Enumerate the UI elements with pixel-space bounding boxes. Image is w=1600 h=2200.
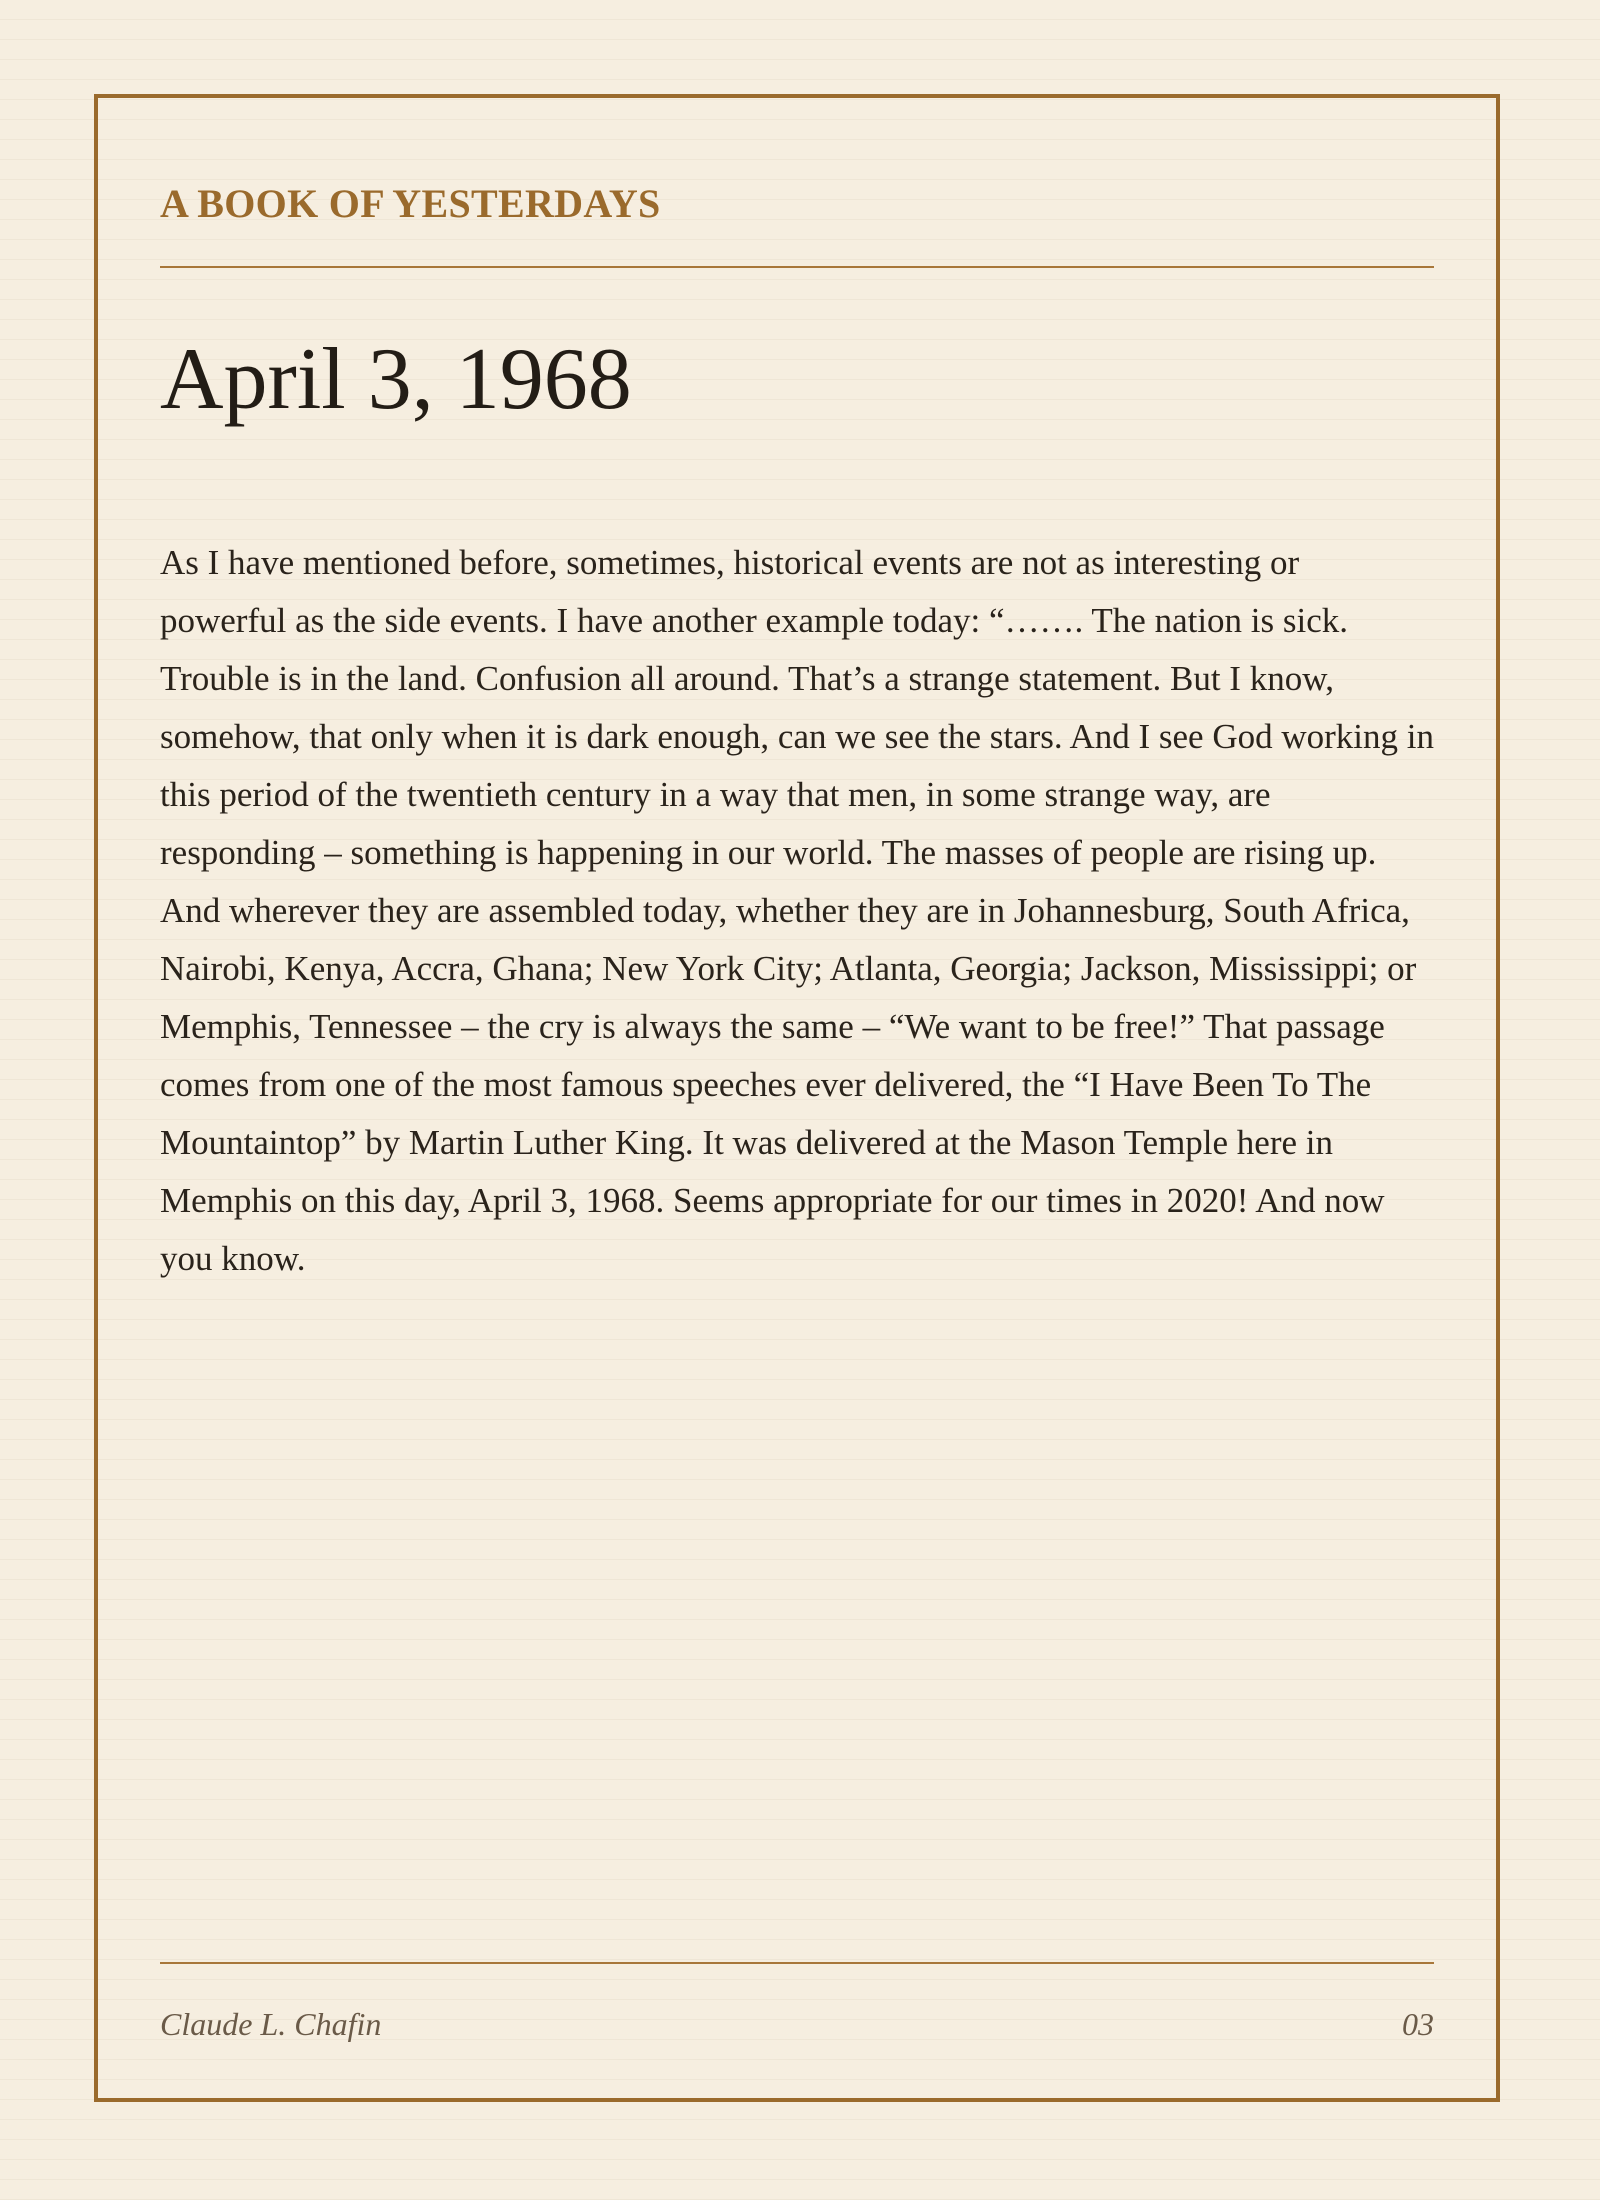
author-name: Claude L. Chafin <box>160 2006 382 2042</box>
page-frame <box>94 94 1500 2102</box>
entry-date: April 3, 1968 <box>160 331 632 428</box>
book-title: A BOOK OF YESTERDAYS <box>160 181 661 226</box>
entry-body: As I have mentioned before, sometimes, historical events are not as interesting or powerful as the side events. I have another example today: “……. The nation is sick. Trouble is in the land. Confusion all around. That’s a strange statement. But I know, somehow, that only when it is dark enough, can we see the stars. And I see God working in this period of the twentieth century in a way that men, in some strange way, are responding – something is happening in our world. The masses of people are rising up. And wherever they are assembled today, whether they are in Johannesburg, South Africa, Nairobi, Kenya, Accra, Ghana; New York City; Atlanta, Georgia; Jackson, Mississippi; or Memphis, Tennessee – the cry is always the same – “We want to be free!” That passage comes from one of the most famous speeches ever delivered, the “I Have Been To The Mountaintop” by Martin Luther King. It was delivered at the Mason Temple here in Memphis on this day, April 3, 1968. Seems appropriate for our times in 2020! And now you know. <box>160 543 1434 1278</box>
footer-divider <box>160 1962 1434 1964</box>
header-divider <box>160 266 1434 268</box>
page-number: 03 <box>1402 2006 1434 2042</box>
